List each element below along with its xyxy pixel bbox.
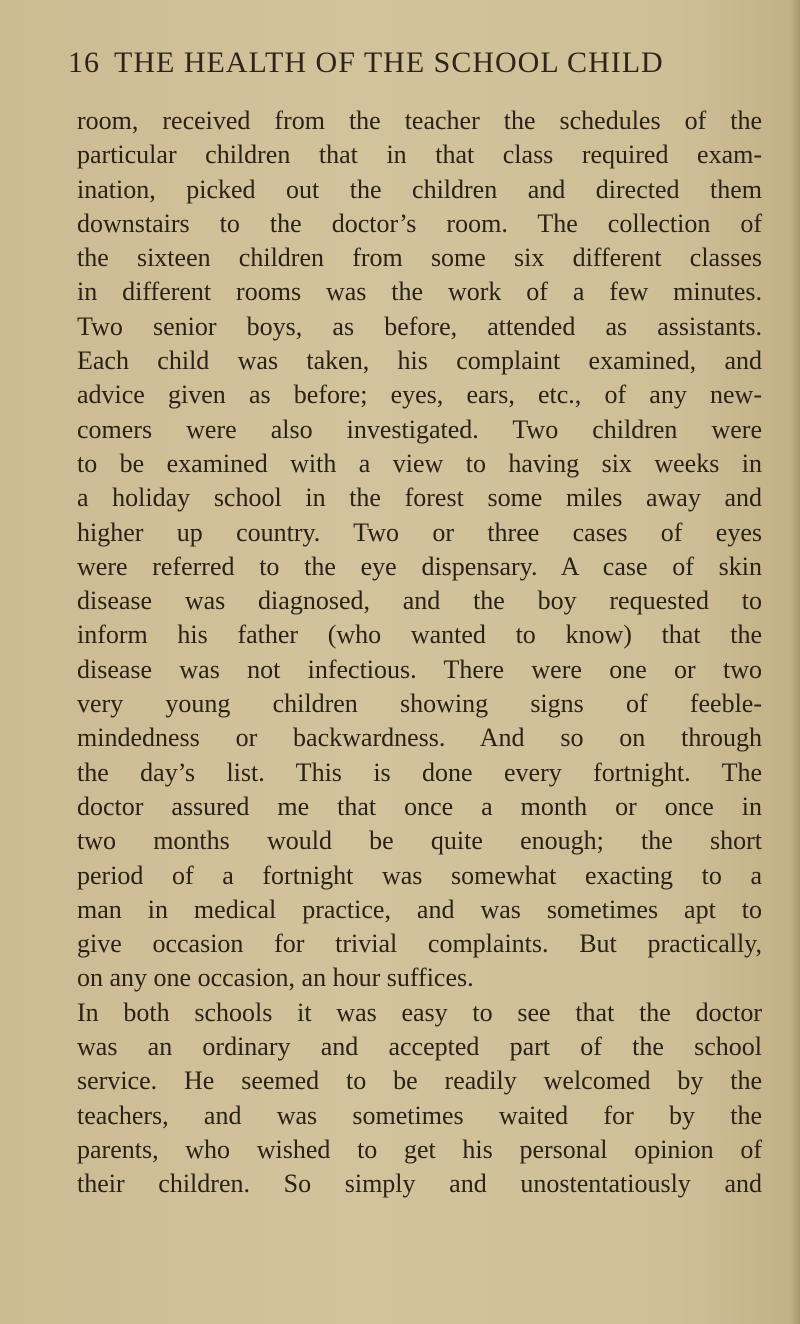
text-line: parents, who wished to get his personal opinion of — [77, 1134, 762, 1164]
text-line: doctor assured me that once a month or once in — [77, 791, 762, 821]
paragraph-start-line: In both schools it was easy to see that the doctor — [77, 997, 762, 1027]
text-line: ination, picked out the children and directed them — [77, 174, 762, 204]
text-line: Two senior boys, as before, attended as assistants. — [77, 311, 762, 341]
paragraph-end-line: on any one occasion, an hour suffices. — [77, 963, 474, 993]
text-line: higher up country. Two or three cases of eyes — [77, 517, 762, 547]
text-line: advice given as before; eyes, ears, etc., of any new- — [77, 380, 762, 410]
text-line: in different rooms was the work of a few minutes. — [77, 277, 762, 307]
text-line: teachers, and was sometimes waited for by the — [77, 1100, 762, 1130]
text-line: very young children showing signs of feeble- — [77, 689, 762, 719]
text-line: mindedness or backwardness. And so on through — [77, 723, 762, 753]
text-line: the sixteen children from some six different classes — [77, 243, 762, 273]
text-line: Each child was taken, his complaint examined, and — [77, 346, 762, 376]
body-text — [77, 104, 762, 1202]
text-line: inform his father (who wanted to know) that the — [77, 620, 762, 650]
text-line: their children. So simply and unostentatiously and — [77, 1169, 762, 1199]
text-line: downstairs to the doctor’s room. The collection of — [77, 208, 762, 238]
text-line: to be examined with a view to having six weeks in — [77, 448, 762, 478]
running-head — [68, 46, 758, 80]
page-number: 16 — [68, 46, 100, 79]
text-line: a holiday school in the forest some miles away and — [77, 483, 762, 513]
text-line: man in medical practice, and was sometimes apt to — [77, 894, 762, 924]
text-line: the day’s list. This is done every fortnight. The — [77, 757, 762, 787]
text-line: disease was diagnosed, and the boy requested to — [77, 586, 762, 616]
text-line: disease was not infectious. There were one or two — [77, 654, 762, 684]
text-line: room, received from the teacher the schedules of the — [77, 106, 762, 135]
text-line: were referred to the eye dispensary. A case of skin — [77, 551, 762, 581]
text-line: particular children that in that class required exam- — [77, 140, 762, 170]
text-line: comers were also investigated. Two children were — [77, 414, 762, 444]
running-title: THE HEALTH OF THE SCHOOL CHILD — [114, 46, 664, 79]
text-line: service. He seemed to be readily welcomed by the — [77, 1066, 762, 1096]
text-line: give occasion for trivial complaints. But practically, — [77, 929, 762, 959]
text-line: was an ordinary and accepted part of the school — [77, 1032, 762, 1062]
text-line: period of a fortnight was somewhat exacting to a — [77, 860, 762, 890]
text-line: two months would be quite enough; the short — [77, 826, 762, 856]
page-edge-shadow — [790, 0, 800, 1324]
